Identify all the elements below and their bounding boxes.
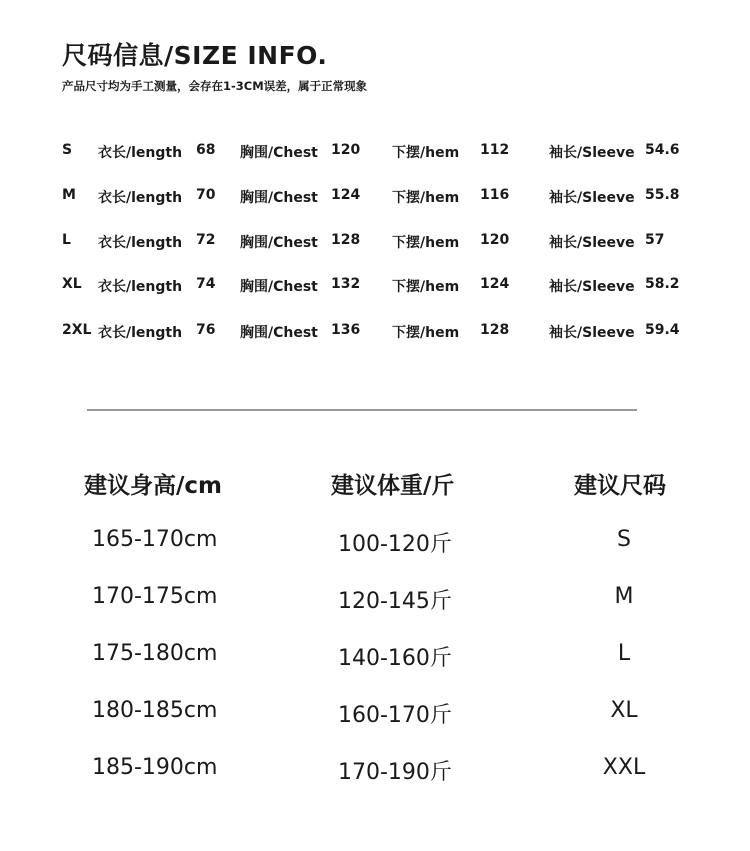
section-divider <box>87 409 637 411</box>
sleeve-value: 55.8 <box>645 187 680 203</box>
sleeve-value: 59.4 <box>645 322 680 338</box>
height-range: 185-190cm <box>92 755 218 780</box>
hem-value: 112 <box>480 142 510 158</box>
size-name: M <box>62 187 76 203</box>
weight-range: 140-160斤 <box>338 646 452 671</box>
sleeve-label: 袖长/Sleeve <box>549 279 635 295</box>
size-row <box>0 322 750 344</box>
weight-range: 170-190斤 <box>338 760 452 785</box>
length-label: 衣长/length <box>98 235 183 251</box>
sleeve-label: 袖长/Sleeve <box>549 145 635 161</box>
chest-value: 128 <box>331 232 361 248</box>
chest-value: 136 <box>331 322 361 338</box>
size-row <box>0 232 750 254</box>
height-header: 建议身高/cm <box>84 473 222 499</box>
hem-label: 下摆/hem <box>392 235 460 251</box>
weight-range: 160-170斤 <box>338 703 452 728</box>
recommended-size: S <box>617 527 631 552</box>
weight-range: 120-145斤 <box>338 589 452 614</box>
length-value: 70 <box>196 187 216 203</box>
length-value: 74 <box>196 276 216 292</box>
length-label: 衣长/length <box>98 325 183 341</box>
height-range: 180-185cm <box>92 698 218 723</box>
hem-label: 下摆/hem <box>392 325 460 341</box>
hem-value: 120 <box>480 232 510 248</box>
hem-value: 128 <box>480 322 510 338</box>
size-name: 2XL <box>62 322 92 338</box>
length-label: 衣长/length <box>98 279 183 295</box>
size-row <box>0 276 750 298</box>
weight-header: 建议体重/斤 <box>331 473 455 499</box>
length-label: 衣长/length <box>98 145 183 161</box>
measurement-note: 产品尺寸均为手工测量，会存在1-3CM误差，属于正常现象 <box>62 79 368 93</box>
size-row <box>0 187 750 209</box>
length-value: 72 <box>196 232 216 248</box>
recommended-size: M <box>614 584 634 609</box>
chest-value: 120 <box>331 142 361 158</box>
chest-value: 124 <box>331 187 361 203</box>
recommended-size: L <box>617 641 631 666</box>
sleeve-value: 58.2 <box>645 276 680 292</box>
sleeve-value: 57 <box>645 232 665 248</box>
size-name: XL <box>62 276 82 292</box>
chest-label: 胸围/Chest <box>240 145 318 161</box>
sleeve-label: 袖长/Sleeve <box>549 325 635 341</box>
size-name: L <box>62 232 71 248</box>
length-label: 衣长/length <box>98 190 183 206</box>
chest-value: 132 <box>331 276 361 292</box>
sleeve-label: 袖长/Sleeve <box>549 190 635 206</box>
sleeve-label: 袖长/Sleeve <box>549 235 635 251</box>
hem-label: 下摆/hem <box>392 145 460 161</box>
chest-label: 胸围/Chest <box>240 190 318 206</box>
height-range: 175-180cm <box>92 641 218 666</box>
length-value: 76 <box>196 322 216 338</box>
length-value: 68 <box>196 142 216 158</box>
height-range: 165-170cm <box>92 527 218 552</box>
hem-label: 下摆/hem <box>392 279 460 295</box>
hem-value: 124 <box>480 276 510 292</box>
height-range: 170-175cm <box>92 584 218 609</box>
weight-range: 100-120斤 <box>338 532 452 557</box>
hem-value: 116 <box>480 187 510 203</box>
size-name: S <box>62 142 73 158</box>
hem-label: 下摆/hem <box>392 190 460 206</box>
size-header: 建议尺码 <box>574 473 666 499</box>
recommended-size: XXL <box>602 755 646 780</box>
size-row <box>0 142 750 164</box>
chest-label: 胸围/Chest <box>240 235 318 251</box>
page-title: 尺码信息/SIZE INFO. <box>62 41 328 70</box>
chest-label: 胸围/Chest <box>240 279 318 295</box>
sleeve-value: 54.6 <box>645 142 680 158</box>
chest-label: 胸围/Chest <box>240 325 318 341</box>
recommended-size: XL <box>610 698 638 723</box>
